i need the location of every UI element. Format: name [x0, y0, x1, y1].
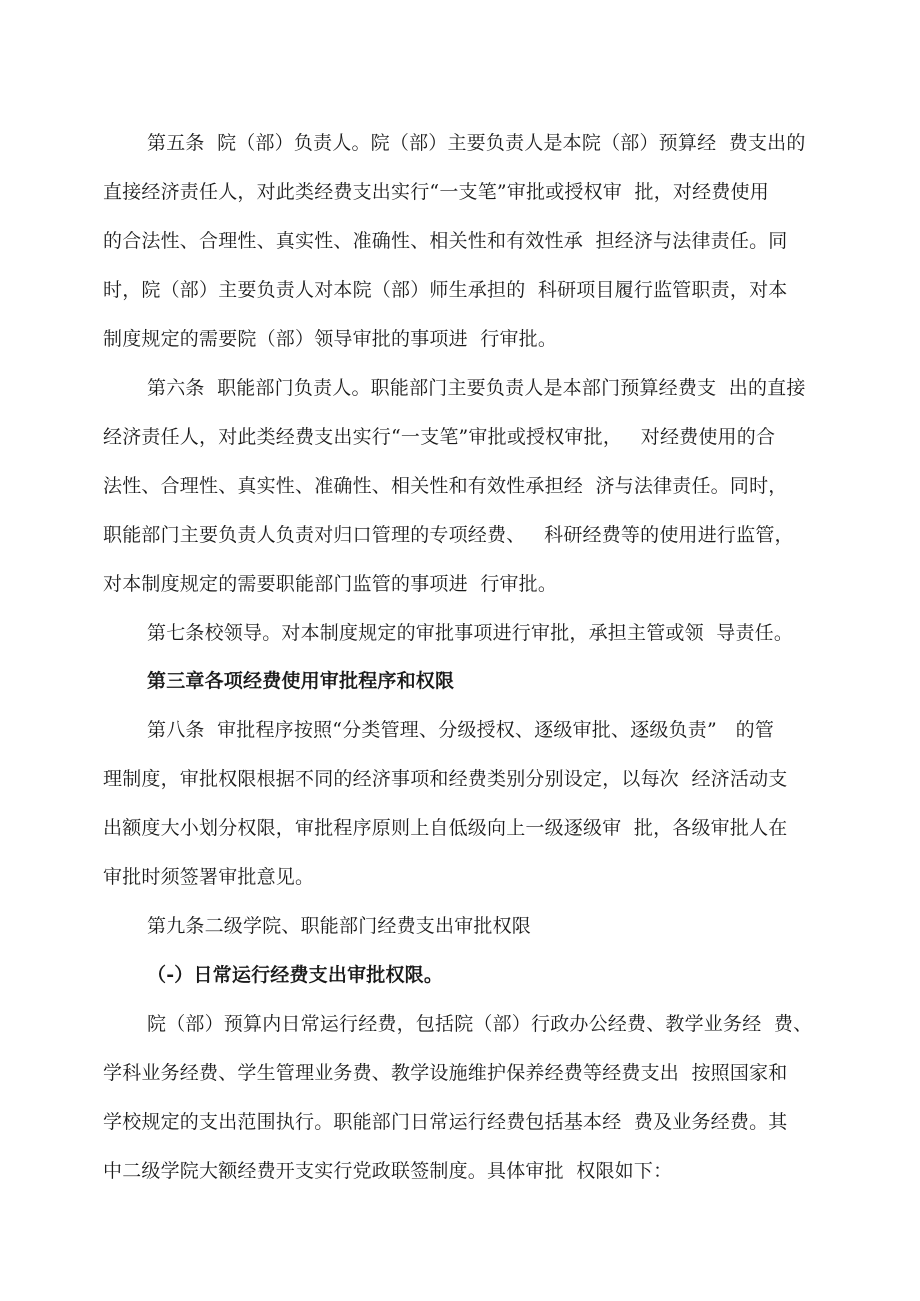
article-5-line-1: 第五条 院（部）负责人。院（部）主要负责人是本院（部）预算经 费支出的 — [147, 132, 806, 154]
section-1-heading: （-）日常运行经费支出审批权限。 — [147, 964, 444, 986]
article-8-line-3: 出额度大小划分权限，审批程序原则上自低级向上一级逐级审 批，各级审批人在 — [103, 817, 788, 839]
section-1-body-line-2: 学科业务经费、学生管理业务费、教学设施维护保养经费等经费支出 按照国家和 — [103, 1062, 788, 1084]
article-5-line-5: 制度规定的需要院（部）领导审批的事项进 行审批。 — [103, 328, 558, 350]
article-6-line-1: 第六条 职能部门负责人。职能部门主要负责人是本部门预算经费支 出的直接 — [147, 377, 806, 399]
article-6-line-4: 职能部门主要负责人负责对归口管理的专项经费、 科研经费等的使用进行监管， — [103, 524, 794, 546]
article-5-line-2: 直接经济责任人，对此类经费支出实行“一支笔”审批或授权审 批，对经费使用 — [103, 181, 769, 203]
article-6-line-5: 对本制度规定的需要职能部门监管的事项进 行审批。 — [103, 573, 558, 595]
article-5-line-4: 时，院（部）主要负责人对本院（部）师生承担的 科研项目履行监管职责，对本 — [103, 279, 788, 301]
article-6-line-2: 经济责任人，对此类经费支出实行“一支笔”审批或授权审批， 对经费使用的合 — [103, 426, 776, 448]
section-1-body-line-1: 院（部）预算内日常运行经费，包括院（部）行政办公经费、教学业务经 费、 — [147, 1013, 813, 1035]
section-1-body-line-3: 学校规定的支出范围执行。职能部门日常运行经费包括基本经 费及业务经费。其 — [103, 1111, 788, 1133]
article-8-line-1: 第八条 审批程序按照“分类管理、分级授权、逐级审批、逐级负责” 的管 — [147, 719, 775, 741]
article-8-line-4: 审批时须签署审批意见。 — [103, 866, 315, 888]
article-7-line-1: 第七条校领导。对本制度规定的审批事项进行审批，承担主管或领 导责任。 — [147, 622, 794, 644]
article-9-line-1: 第九条二级学院、职能部门经费支出审批权限 — [147, 915, 532, 937]
article-5-line-3: 的合法性、合理性、真实性、准确性、相关性和有效性承 担经济与法律责任。同 — [103, 230, 788, 252]
article-6-line-3: 法性、合理性、真实性、准确性、相关性和有效性承担经 济与法律责任。同时， — [103, 475, 788, 497]
section-1-body-line-4: 中二级学院大额经费开支实行党政联签制度。具体审批 权限如下： — [103, 1160, 673, 1182]
article-8-line-2: 理制度，审批权限根据不同的经济事项和经费类别分别设定，以每次 经济活动支 — [103, 768, 788, 790]
chapter-3-heading: 第三章各项经费使用审批程序和权限 — [147, 670, 455, 692]
